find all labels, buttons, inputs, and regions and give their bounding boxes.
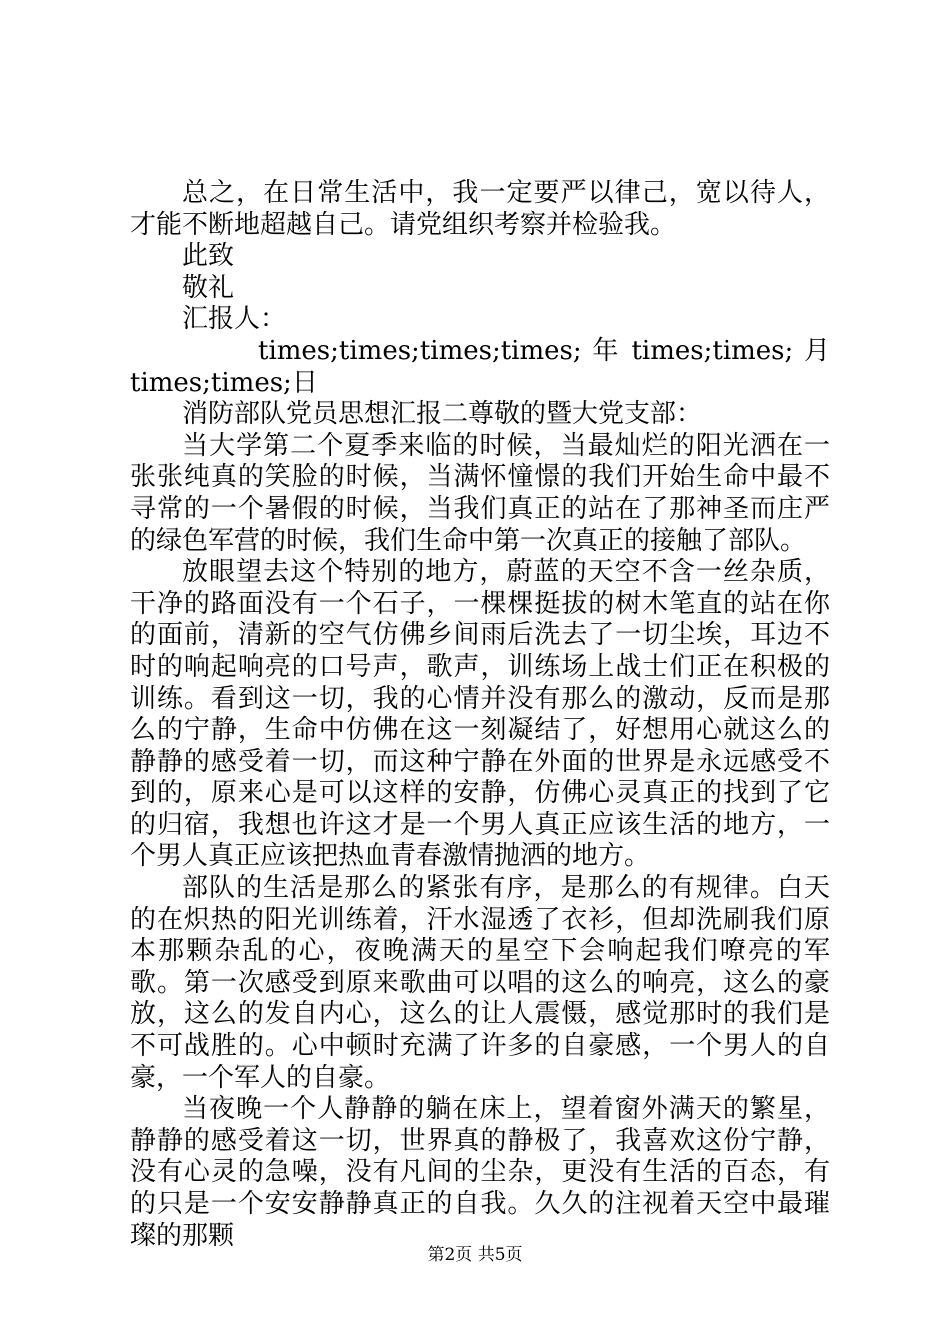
body-paragraph: 当大学第二个夏季来临的时候，当最灿烂的阳光洒在一张张纯真的笑脸的时候，当满怀憧憬的我们开始生命中最不寻常的一个暑假的时候，当我们真正的站在了那神圣而庄严的绿色军营的时候，我们生命中第一次真正的接触了部队。 — [130, 430, 830, 556]
salutation-jingli: 敬礼 — [182, 272, 235, 303]
date-line: times;times;times;times; 年 times;times; 月 — [258, 335, 830, 366]
body-paragraph: 部队的生活是那么的紧张有序，是那么的有规律。白天的在炽热的阳光训练着，汗水湿透了衣衫，但却洗刷我们原本那颗杂乱的心，夜晚满天的星空下会响起我们嘹亮的军歌。第一次感受到原来歌曲可以唱的这么的响亮，这么的豪放，这么的发自内心，这么的让人震慑，感觉那时的我们是不可战胜的。心中顿时充满了许多的自豪感，一个男人的自豪，一个军人的自豪。 — [130, 873, 830, 1093]
document-body — [130, 178, 830, 1252]
body-paragraph: 当夜晚一个人静静的躺在床上，望着窗外满天的繁星，静静的感受着这一切，世界真的静极了，我喜欢这份宁静，没有心灵的急噪，没有凡间的尘杂，更没有生活的百态，有的只是一个安安静静真正的自我。久久的注视着天空中最璀璨的那颗 — [130, 1094, 830, 1251]
date-line-continued: times;times;日 — [130, 367, 318, 398]
reporter-label: 汇报人： — [182, 304, 287, 335]
page-footer — [0, 1244, 950, 1266]
page-number: 第2页 共5页 — [427, 1245, 523, 1265]
body-paragraph: 放眼望去这个特别的地方，蔚蓝的天空不含一丝杂质，干净的路面没有一个石子，一棵棵挺拔的树木笔直的站在你的面前，清新的空气仿佛乡间雨后洗去了一切尘埃，耳边不时的响起响亮的口号声，歌声，训练场上战士们正在积极的训练。看到这一切，我的心情并没有那么的激动，反而是那么的宁静，生命中仿佛在这一刻凝结了，好想用心就这么的静静的感受着一切，而这种宁静在外面的世界是永远感受不到的，原来心是可以这样的安静，仿佛心灵真正的找到了它的归宿，我想也许这才是一个男人真正应该生活的地方，一个男人真正应该把热血青春激情抛洒的地方。 — [130, 557, 830, 872]
section-heading: 消防部队党员思想汇报二尊敬的暨大党支部： — [182, 399, 703, 430]
closing-paragraph: 总之，在日常生活中，我一定要严以律己，宽以待人，才能不断地超越自己。请党组织考察并检验我。 — [130, 178, 830, 240]
salutation-cizhi: 此致 — [182, 241, 235, 272]
